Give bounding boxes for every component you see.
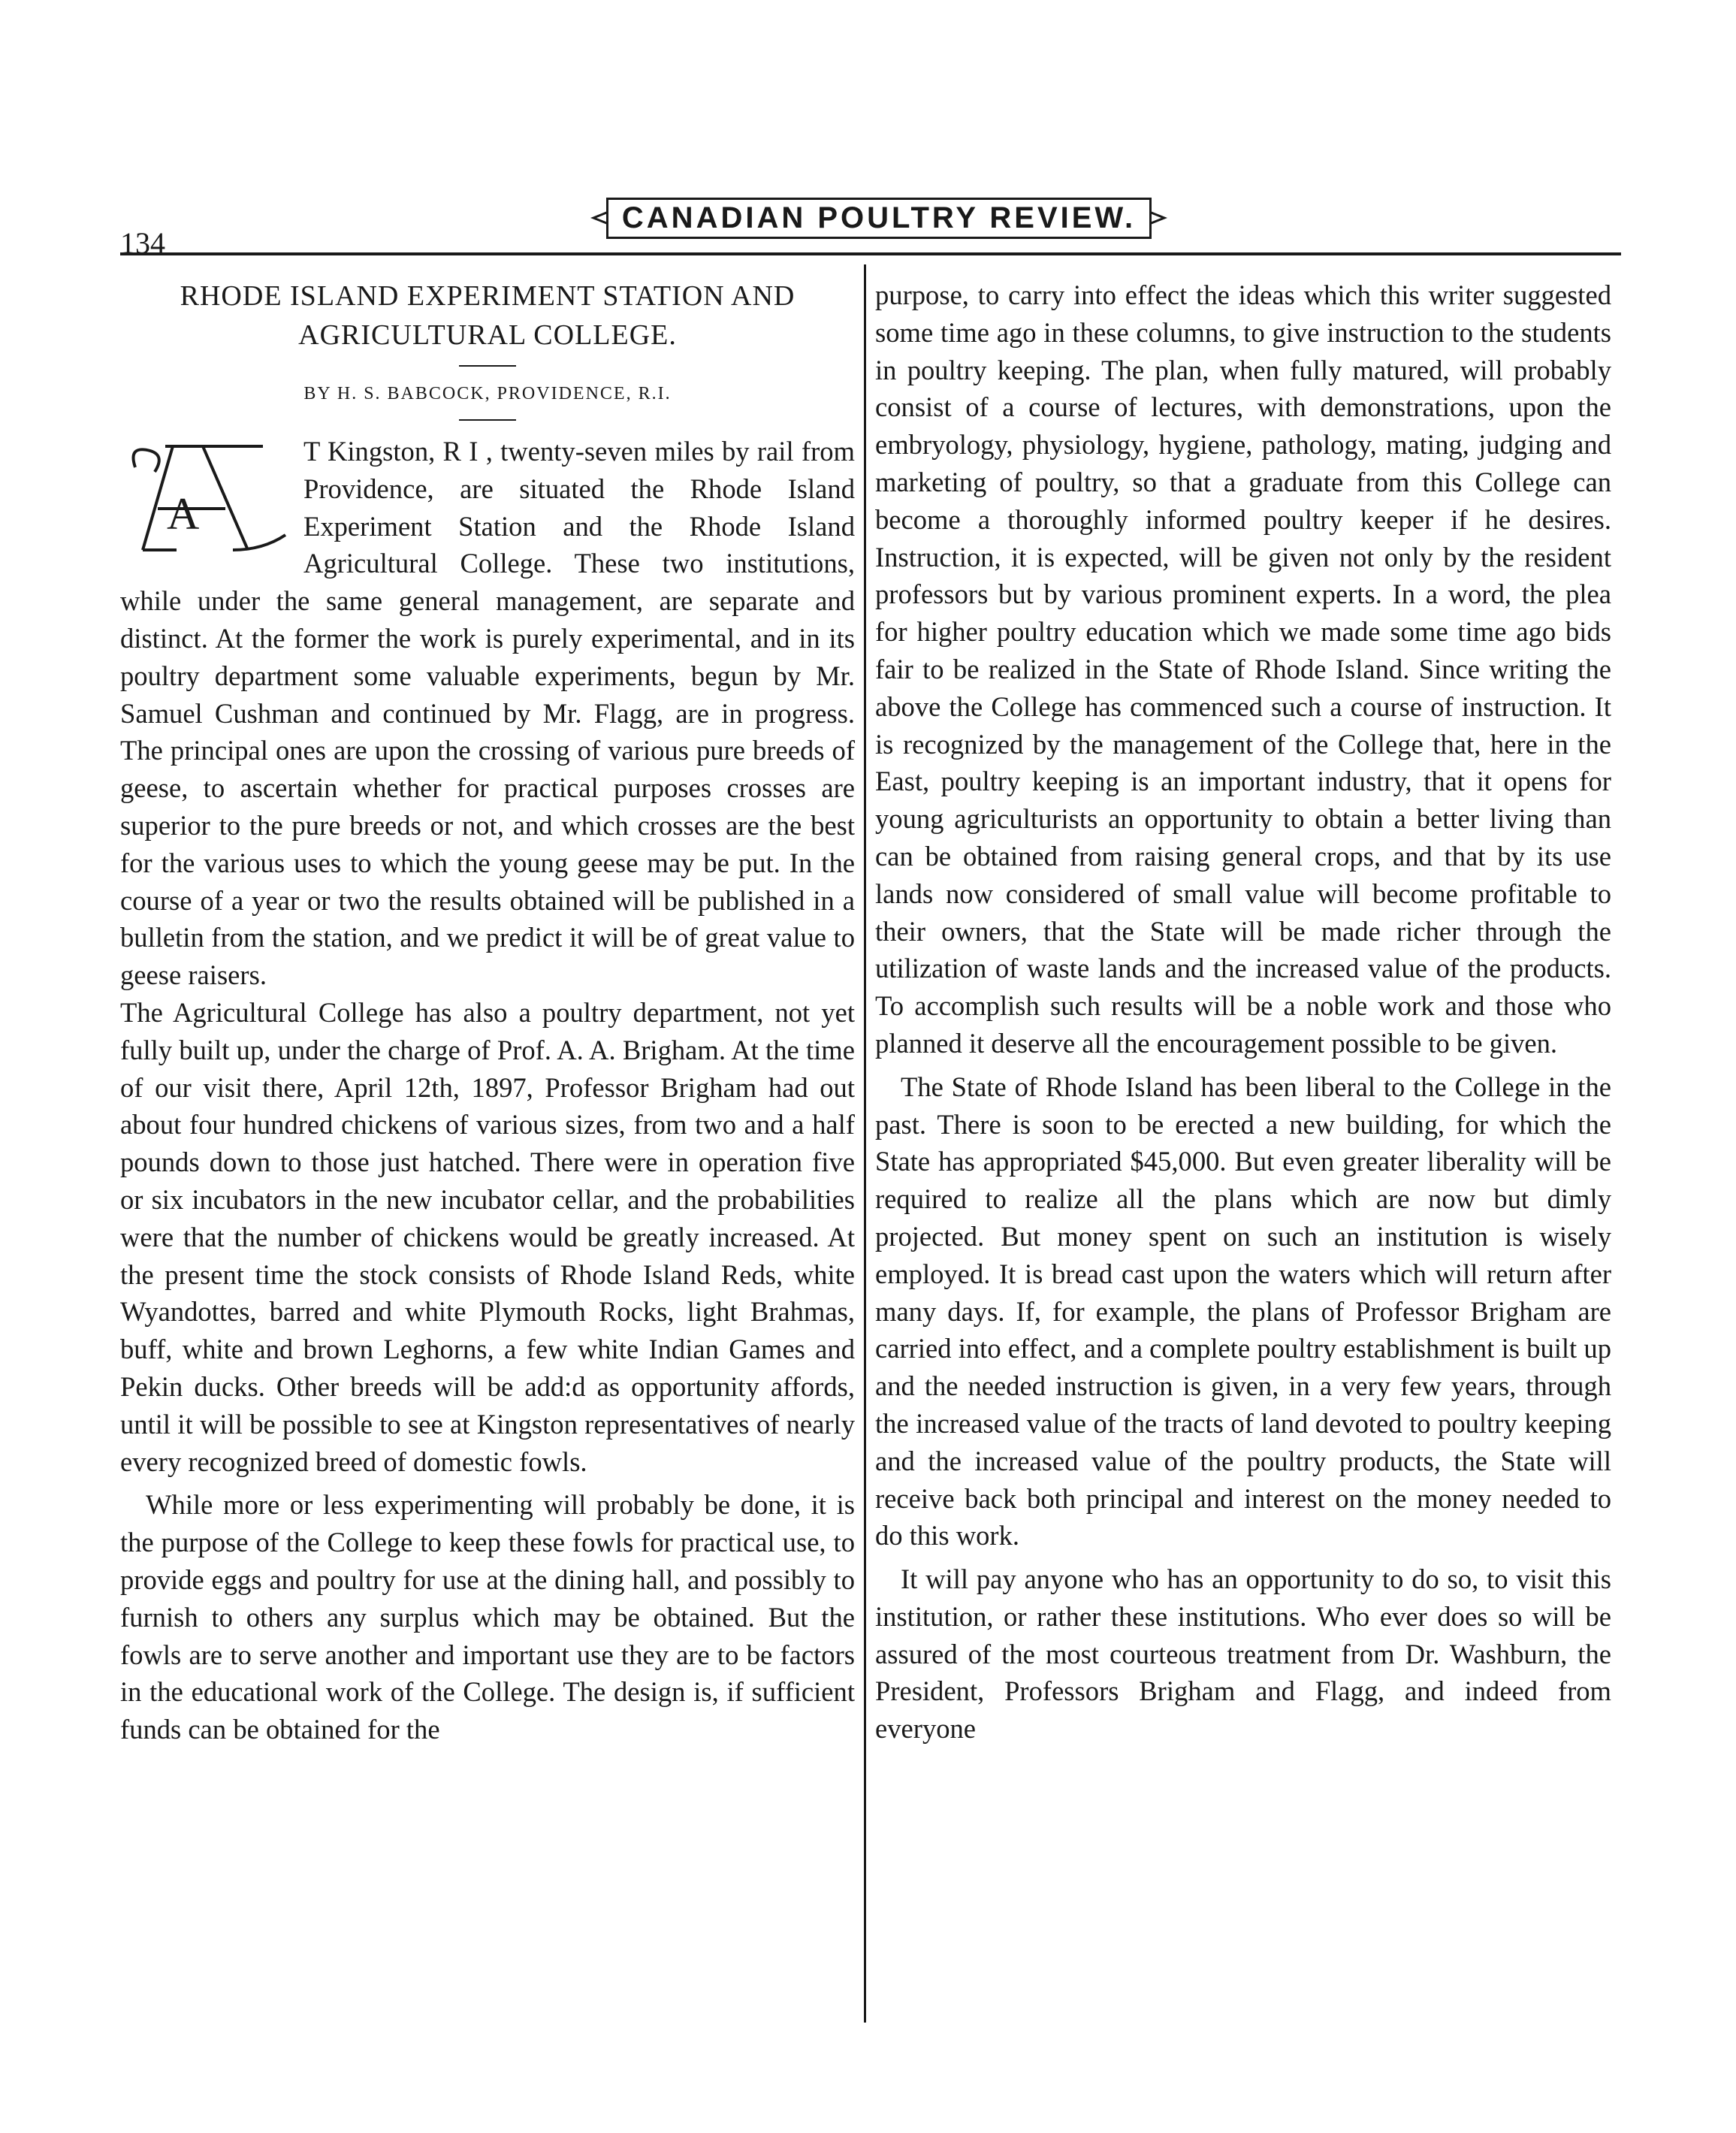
header-rule	[120, 252, 1621, 255]
paragraph: The Agricultural College has also a poultry department, not yet fully built up, under the charge of Prof. A. A. Brigham. At the time of our visit there, April 12th, 1897, Professor Brigham had out about four hundred chickens of various sizes, from two and a half pounds down to those just hatched. There were in operation five or six incubators in the new incubator cellar, and the probabilities were that the number of chickens would be greatly increased. At the present time the stock consists of Rhode Island Reds, white Wyandottes, barred and white Plymouth Rocks, light Brahmas, buff, white and brown Leghorns, a few white Indian Games and Pekin ducks. Other breeds will be add:d as opportunity affords, until it will be possible to see at Kingston representatives of nearly every recognized breed of domestic fowls.	[120, 996, 855, 1477]
masthead-title: CANADIAN POULTRY REVIEW.	[606, 198, 1152, 239]
paragraph: T Kingston, R I , twenty-seven miles by rail from Providence, are situated the Rhode Island Experiment Station and the Rhode Island Agricultural College. These two institutions, while under the same general management, are separate and distinct. At the former the work is purely experimental, and in its poultry department some valuable experiments, begun by Mr. Samuel Cushman and continued by Mr. Flagg, are in progress. The principal ones are upon the crossing of various pure breeds of geese, to ascertain whether for practical purposes crosses are superior to the pure breeds or not, and which crosses are the best for the various uses to which the young geese may be put. In the course of a year or two the results obtained will be published in a bulletin from the station, and we predict it will be of great value to geese raisers.	[120, 436, 855, 991]
svg-text:A: A	[167, 489, 200, 539]
paragraph: The State of Rhode Island has been liberal to the College in the past. There is soon to be erected a new building, for which the State has appropriated $45,000. But even greater liberality will be required to realize all the plans which are now but dimly projected. But money spent on such an institution is wisely employed. It is bread cast upon the waters which will return after many days. If, for example, the plans of Professor Brigham are carried into effect, and a complete poultry establishment is built up and the needed instruction is given, in a very few years, through the increased value of the tracts of land devoted to poultry keeping and the increased value of the poultry products, the State will receive back both principal and interest on the money needed to do this work.	[875, 1071, 1611, 1551]
masthead	[586, 186, 1172, 249]
title-rule	[459, 365, 516, 367]
byline-rule	[459, 419, 516, 421]
left-column	[120, 276, 855, 1748]
paragraph: It will pay anyone who has an opportunity to do so, to visit this institution, or rather these institutions. Who ever does so will be assured of the most courteous treatment from Dr. Washburn, the President, Professors Brigham and Flagg, and indeed from everyone	[875, 1563, 1611, 1745]
column-divider	[864, 264, 866, 2023]
page-number: 134	[120, 226, 165, 260]
paragraph: purpose, to carry into effect the ideas which this writer suggested some time ago in these columns, to give instruction to the students in poultry keeping. The plan, when fully matured, will probably consist of a course of lectures, with demonstrations, upon the embryology, physiology, hygiene, pathology, mating, judging and marketing of poultry, so that a graduate from this College can become a thoroughly informed poultry keeper if he desires. Instruction, it is expected, will be given not only by the resident professors but by various prominent experts. In a word, the plea for higher poultry education which we made some time ago bids fair to be realized in the State of Rhode Island. Since writing the above the College has commenced such a course of instruction. It is recognized by the management of the College that, here in the East, poultry keeping is an important industry, that it opens for young agriculturists an opportunity to obtain a better living than can be obtained from raising general crops, and that by its use lands now considered of small value will become profitable to their owners, that the State will be made richer through the utilization of waste lands and the increased value of the products. To accomplish such results will be a noble work and those who planned it deserve all the encouragement possible to be given.	[875, 279, 1611, 1059]
drop-cap-ornament	[120, 437, 293, 556]
article-title: RHODE ISLAND EXPERIMENT STATION AND AGRICULTURAL COLLEGE.	[180, 280, 796, 351]
byline: BY H. S. BABCOCK, PROVIDENCE, R.I.	[303, 384, 672, 403]
right-column	[875, 276, 1611, 1748]
paragraph: While more or less experimenting will probably be done, it is the purpose of the College to keep these fowls for practical use, to provide eggs and poultry for use at the dining hall, and possibly to furnish to others any surplus which may be obtained. But the fowls are to serve another and important use they are to be factors in the educational work of the College. The design is, if sufficient funds can be obtained for the	[120, 1489, 855, 1745]
